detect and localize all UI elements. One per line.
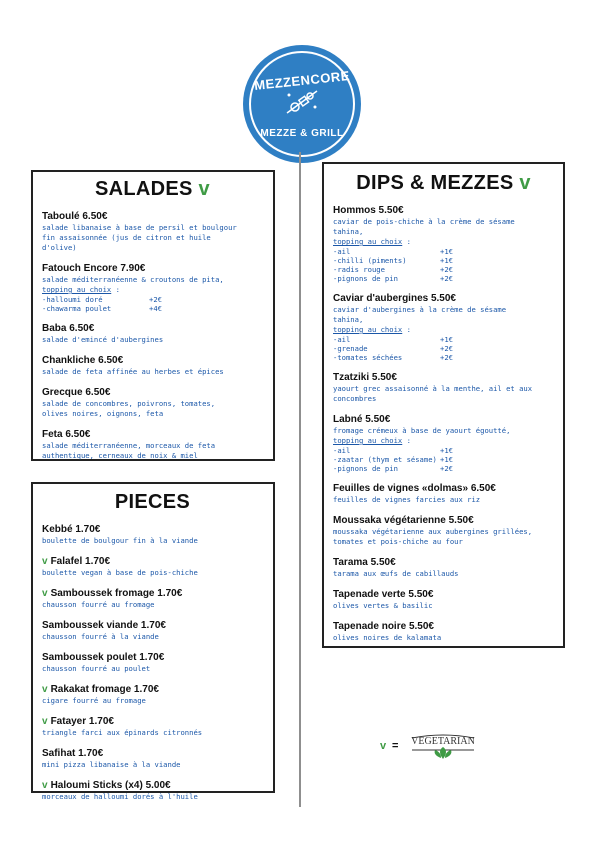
brand-logo — [243, 45, 361, 163]
item-name — [42, 780, 263, 792]
option-price: +2€ — [440, 344, 453, 353]
veg-mark: v — [42, 684, 48, 695]
menu-item — [333, 557, 554, 579]
option-price: +2€ — [149, 295, 162, 304]
topping-option — [333, 446, 554, 455]
item-title: Tarama 5.50€ — [333, 557, 396, 568]
item-description: olives vertes & basilic — [333, 601, 433, 610]
topping-option — [333, 274, 554, 283]
item-name — [42, 387, 263, 399]
item-name — [42, 748, 263, 760]
topping-line — [333, 436, 554, 446]
item-description: olives noires de kalamata — [333, 633, 442, 642]
item-title: Falafel 1.70€ — [50, 556, 111, 567]
legend-equals: = — [392, 740, 399, 752]
item-name — [333, 621, 554, 633]
option-price: +2€ — [440, 464, 453, 473]
option-price: +1€ — [440, 247, 453, 256]
item-name — [333, 515, 554, 527]
item-title: Feuilles de vignes «dolmas» 6.50€ — [333, 483, 496, 494]
menu-item — [42, 620, 263, 642]
menu-item — [333, 589, 554, 611]
item-title: Samboussek fromage 1.70€ — [50, 588, 183, 599]
item-title: Kebbé 1.70€ — [42, 524, 101, 535]
column-divider — [299, 152, 301, 807]
item-name — [333, 589, 554, 601]
topping-label: topping au choix — [333, 237, 403, 246]
skewer-icon — [283, 89, 321, 115]
menu-item — [42, 429, 263, 461]
item-title: Taboulé 6.50€ — [42, 211, 108, 222]
topping-colon: : — [402, 436, 411, 445]
item-description: tarama aux œufs de cabillauds — [333, 569, 459, 578]
item-description: morceaux de halloumi dorés à l'huile — [42, 792, 198, 801]
menu-item — [42, 211, 263, 253]
item-name — [42, 323, 263, 335]
pieces-list — [42, 524, 263, 802]
dips-list — [333, 205, 554, 643]
topping-option — [333, 265, 554, 274]
item-name — [333, 372, 554, 384]
pieces-title — [42, 491, 263, 514]
vegetarian-badge-text: VEGETARIAN — [411, 736, 475, 747]
item-description: salade de concombres, poivrons, tomates, olives noires, oignons, feta — [42, 399, 216, 418]
item-title: Samboussek poulet 1.70€ — [42, 652, 165, 663]
item-name — [333, 293, 554, 305]
item-description: triangle farci aux épinards citronnés — [42, 728, 203, 737]
menu-item — [333, 205, 554, 283]
option-name: -radis rouge — [333, 265, 385, 274]
salades-veg-mark: v — [198, 178, 210, 200]
item-title: Safihat 1.70€ — [42, 748, 104, 759]
dips-title — [333, 172, 554, 195]
option-name: -ail — [333, 247, 351, 256]
item-description: caviar d'aubergines à la crème de sésame tahina, — [333, 305, 507, 324]
topping-colon: : — [402, 237, 411, 246]
item-name — [333, 205, 554, 217]
menu-item — [42, 684, 263, 706]
option-price: +1€ — [440, 256, 453, 265]
topping-option — [333, 455, 554, 464]
option-name: -pignons de pin — [333, 464, 398, 473]
item-name — [333, 414, 554, 426]
topping-option — [42, 304, 263, 313]
veg-mark: v — [42, 588, 48, 599]
option-name: -ail — [333, 446, 351, 455]
topping-label: topping au choix — [333, 325, 403, 334]
item-title: Rakakat fromage 1.70€ — [50, 684, 159, 695]
item-description: chausson fourré à la viande — [42, 632, 159, 641]
option-name: -tomates séchées — [333, 353, 403, 362]
menu-item — [333, 483, 554, 505]
item-name — [42, 588, 263, 600]
topping-option — [333, 353, 554, 362]
topping-colon: : — [402, 325, 411, 334]
item-description: salade méditerranéenne & croutons de pita, — [42, 275, 224, 284]
option-price: +2€ — [440, 353, 453, 362]
item-description: chausson fourré au poulet — [42, 664, 151, 673]
item-name — [42, 524, 263, 536]
item-title: Tzatziki 5.50€ — [333, 372, 397, 383]
option-name: -grenade — [333, 344, 368, 353]
item-title: Chankliche 6.50€ — [42, 355, 124, 366]
menu-item — [333, 372, 554, 404]
legend-veg-symbol: v — [380, 740, 387, 752]
item-description: caviar de pois-chiche à la crème de sésame tahina, — [333, 217, 515, 236]
item-title: Grecque 6.50€ — [42, 387, 111, 398]
option-name: -ail — [333, 335, 351, 344]
item-name — [42, 716, 263, 728]
menu-item — [42, 588, 263, 610]
item-title: Tapenade noire 5.50€ — [333, 621, 434, 632]
item-title: Labné 5.50€ — [333, 414, 391, 425]
topping-option — [333, 247, 554, 256]
menu-item — [42, 652, 263, 674]
topping-option — [333, 256, 554, 265]
item-description: cigare fourré au fromage — [42, 696, 146, 705]
item-description: fromage crémeux à base de yaourt égoutté, — [333, 426, 511, 435]
salades-section — [31, 170, 275, 461]
option-name: -chilli (piments) — [333, 256, 407, 265]
item-name — [42, 263, 263, 275]
option-price: +2€ — [440, 274, 453, 283]
item-name — [42, 620, 263, 632]
item-description: moussaka végétarienne aux aubergines grillées, tomates et pois-chiche au four — [333, 527, 533, 546]
item-name — [42, 429, 263, 441]
menu-item — [42, 355, 263, 377]
item-title: Moussaka végétarienne 5.50€ — [333, 515, 474, 526]
option-name: -chawarma poulet — [42, 304, 112, 313]
salades-title-text: SALADES — [95, 178, 193, 200]
logo-brand-text: MEZZENCORE — [253, 68, 351, 93]
vegetarian-legend — [380, 733, 480, 763]
dips-veg-mark: v — [519, 172, 531, 194]
dips-title-text: DIPS & MEZZES — [356, 172, 514, 194]
topping-line — [42, 285, 263, 295]
option-price: +1€ — [440, 446, 453, 455]
option-name: -pignons de pin — [333, 274, 398, 283]
item-title: Baba 6.50€ — [42, 323, 95, 334]
item-name — [42, 684, 263, 696]
item-description: yaourt grec assaisonné à la menthe, ail et aux concombres — [333, 384, 533, 403]
item-description: feuilles de vignes farcies aux riz — [333, 495, 481, 504]
pieces-section — [31, 482, 275, 801]
item-title: Fatayer 1.70€ — [50, 716, 114, 727]
item-description: salade d'emincé d'aubergines — [42, 335, 164, 344]
topping-label: topping au choix — [333, 436, 403, 445]
item-title: Hommos 5.50€ — [333, 205, 404, 216]
item-name — [333, 557, 554, 569]
item-description: salade libanaise à base de persil et boulgour fin assaisonnée (jus de citron et huile d'olive) — [42, 223, 237, 252]
option-price: +1€ — [440, 455, 453, 464]
menu-item — [333, 621, 554, 643]
option-price: +1€ — [440, 335, 453, 344]
topping-colon: : — [111, 285, 120, 294]
veg-mark: v — [42, 716, 48, 727]
item-title: Caviar d'aubergines 5.50€ — [333, 293, 456, 304]
topping-option — [42, 295, 263, 304]
item-name — [42, 556, 263, 568]
menu-item — [42, 716, 263, 738]
salades-title — [42, 178, 263, 201]
item-description: salade méditerranéenne, morceaux de feta authentique, cerneaux de noix & miel — [42, 441, 216, 460]
option-name: -halloumi doré — [42, 295, 103, 304]
dips-section — [322, 162, 565, 648]
item-description: boulette vegan à base de pois-chiche — [42, 568, 198, 577]
topping-option — [333, 335, 554, 344]
menu-item — [333, 293, 554, 362]
vegetarian-badge — [408, 733, 478, 761]
menu-item — [42, 524, 263, 546]
menu-item — [42, 748, 263, 770]
topping-option — [333, 464, 554, 473]
menu-item — [333, 515, 554, 547]
menu-item — [42, 387, 263, 419]
item-description: chausson fourré au fromage — [42, 600, 155, 609]
topping-label: topping au choix — [42, 285, 112, 294]
item-description: salade de feta affinée au herbes et épices — [42, 367, 224, 376]
pieces-title-text: PIECES — [114, 491, 191, 513]
logo-subtitle: MEZZE & GRILL — [260, 128, 344, 139]
topping-line — [333, 237, 554, 247]
option-name: -zaatar (thym et sésame) — [333, 455, 437, 464]
option-price: +2€ — [440, 265, 453, 274]
topping-option — [333, 344, 554, 353]
item-title: Feta 6.50€ — [42, 429, 91, 440]
item-description: mini pizza libanaise à la viande — [42, 760, 181, 769]
salades-list — [42, 211, 263, 461]
menu-item — [42, 556, 263, 578]
option-price: +4€ — [149, 304, 162, 313]
menu-item — [42, 263, 263, 313]
veg-mark: v — [42, 556, 48, 567]
item-title: Samboussek viande 1.70€ — [42, 620, 166, 631]
topping-line — [333, 325, 554, 335]
item-title: Fatouch Encore 7.90€ — [42, 263, 146, 274]
menu-item — [42, 780, 263, 802]
menu-item — [333, 414, 554, 473]
menu-item — [42, 323, 263, 345]
item-name — [42, 211, 263, 223]
item-name — [333, 483, 554, 495]
item-name — [42, 355, 263, 367]
item-title: Haloumi Sticks (x4) 5.00€ — [50, 780, 171, 791]
item-description: boulette de boulgour fin à la viande — [42, 536, 198, 545]
item-name — [42, 652, 263, 664]
item-title: Tapenade verte 5.50€ — [333, 589, 434, 600]
veg-mark: v — [42, 780, 48, 791]
